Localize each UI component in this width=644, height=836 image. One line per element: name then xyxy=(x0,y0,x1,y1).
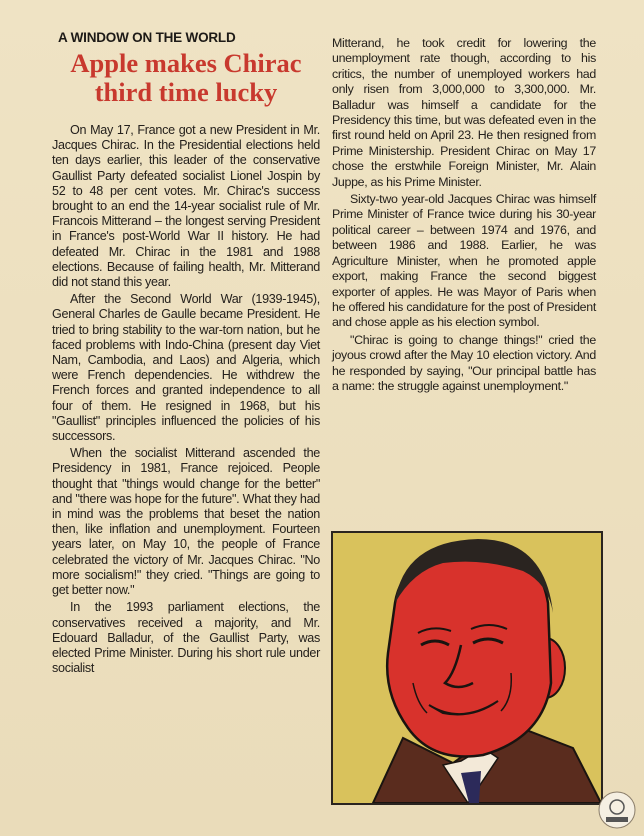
publisher-logo-icon xyxy=(597,790,637,830)
paragraph-3: When the socialist Mitterand ascended the Presidency in 1981, France rejoiced. People thought that "things would change for the better" and "there was hope for the future". What they had in mind was the problems that beset the nation then, like inflation and unemployment. Fourteen years later, on May 10, the people of France celebrated the victory of Mr. Jacques Chirac. "No more socialism!" they cried. "Things are going to get better now." xyxy=(52,446,320,598)
paragraph-1: On May 17, France got a new President in Mr. Jacques Chirac. In the Presidential elections held ten days earlier, this leader of the conservative Gaullist Party defeated socialist Lionel Jospin by 52 to 48 per cent votes. Mr. Chirac's success brought to an end the 14-year socialist rule of Mr. Francois Mitterand – the longest serving President in France's post-World War II history. He had defeated Mr. Chirac in the 1981 and 1988 elections. Because of failing health, Mr. Mitterand did not stand this year. xyxy=(52,123,320,290)
paragraph-2: After the Second World War (1939-1945), General Charles de Gaulle became President. He tried to bring stability to the war-torn nation, but he faced problems with Indo-China (present day Viet Nam, Cambodia, and Laos) and Algeria, which were French dependencies. He withdrew the French forces and granted independence to all four of them. He resigned in 1968, but his "Gaullist" principles influenced the policies of his successors. xyxy=(52,292,320,444)
paragraph-5: Mitterand, he took credit for lowering the unemployment rate though, according to his critics, the number of unemployed workers had only risen from 3,000,000 to 3,300,000. Mr. Balladur was himself a candidate for the Presidency this time, but was defeated even in the first round held on April 23. He then resigned from Prime Ministership. President Chirac on May 17 chose the erstwhile Foreign Minister, Mr. Alain Juppe, as his Prime Minister. xyxy=(332,36,596,189)
paragraph-7: "Chirac is going to change things!" cried the joyous crowd after the May 10 election victory. And he responded by saying, "Our principal battle has a name: the struggle against unemployment." xyxy=(332,332,596,393)
paragraph-6: Sixty-two year-old Jacques Chirac was himself Prime Minister of France twice during his 30-year political career – between 1974 and 1976, and between 1986 and 1988. Earlier, he was Agriculture Minister, when he promoted apple export, making France the second biggest exporter of apples. He was Mayor of Paris when he offered his candidature for the post of President and chose apple as his election symbol. xyxy=(332,192,596,330)
article-headline xyxy=(52,49,320,107)
portrait-drawing xyxy=(333,533,601,803)
left-column xyxy=(52,30,320,678)
section-kicker: A WINDOW ON THE WORLD xyxy=(58,30,236,45)
headline-line-2: third time lucky xyxy=(94,77,278,107)
right-column xyxy=(332,36,596,396)
paragraph-4: In the 1993 parliament elections, the conservatives received a majority, and Mr. Edouard Balladur, of the Gaullist Party, was elected Prime Minister. During his short rule under socialist xyxy=(52,600,320,676)
portrait-illustration xyxy=(331,531,603,805)
headline-line-1: Apple makes Chirac xyxy=(70,48,302,78)
